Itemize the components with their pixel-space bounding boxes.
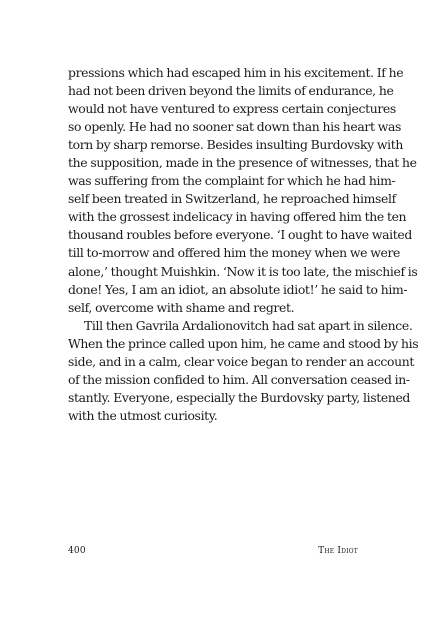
text-line: the supposition, made in the presence of witnesses, that he: [68, 155, 417, 171]
page-number: 400: [68, 546, 86, 556]
text-line: When the prince called upon him, he came and stood by his: [68, 335, 419, 351]
page-footer: [68, 546, 358, 560]
text-line: so openly. He had no sooner sat down than his heart was: [68, 119, 402, 135]
text-line: Till then Gavrila Ardalionovitch had sat apart in silence.: [84, 317, 413, 333]
text-line: with the utmost curiosity.: [68, 407, 218, 423]
text-line: torn by sharp remorse. Besides insulting Burdovsky with: [68, 137, 403, 153]
text-line: stantly. Everyone, especially the Burdovsky party, listened: [68, 389, 411, 405]
text-line: till to-morrow and offered him the money when we were: [68, 245, 401, 261]
text-line: would not have ventured to express certain conjectures: [68, 101, 396, 117]
text-line: had not been driven beyond the limits of endurance, he: [68, 83, 394, 99]
text-line: of the mission confided to him. All conversation ceased in-: [68, 371, 410, 387]
text-line: pressions which had escaped him in his excitement. If he: [68, 65, 404, 80]
text-line: thousand roubles before everyone. ‘I ought to have waited: [68, 227, 412, 243]
body-text: [68, 64, 419, 425]
text-line: self, overcome with shame and regret.: [68, 299, 295, 315]
text-line: alone,’ thought Muishkin. ‘Now it is too late, the mischief is: [68, 263, 418, 279]
text-line: done! Yes, I am an idiot, an absolute idiot!’ he said to him-: [68, 281, 408, 297]
text-line: was suffering from the complaint for which he had him-: [68, 173, 396, 189]
text-line: side, and in a calm, clear voice began to render an account: [68, 353, 415, 369]
running-title: The Idiot: [318, 546, 358, 556]
text-line: with the grossest indelicacy in having offered him the ten: [68, 209, 407, 225]
text-line: self been treated in Switzerland, he reproached himself: [68, 191, 396, 207]
